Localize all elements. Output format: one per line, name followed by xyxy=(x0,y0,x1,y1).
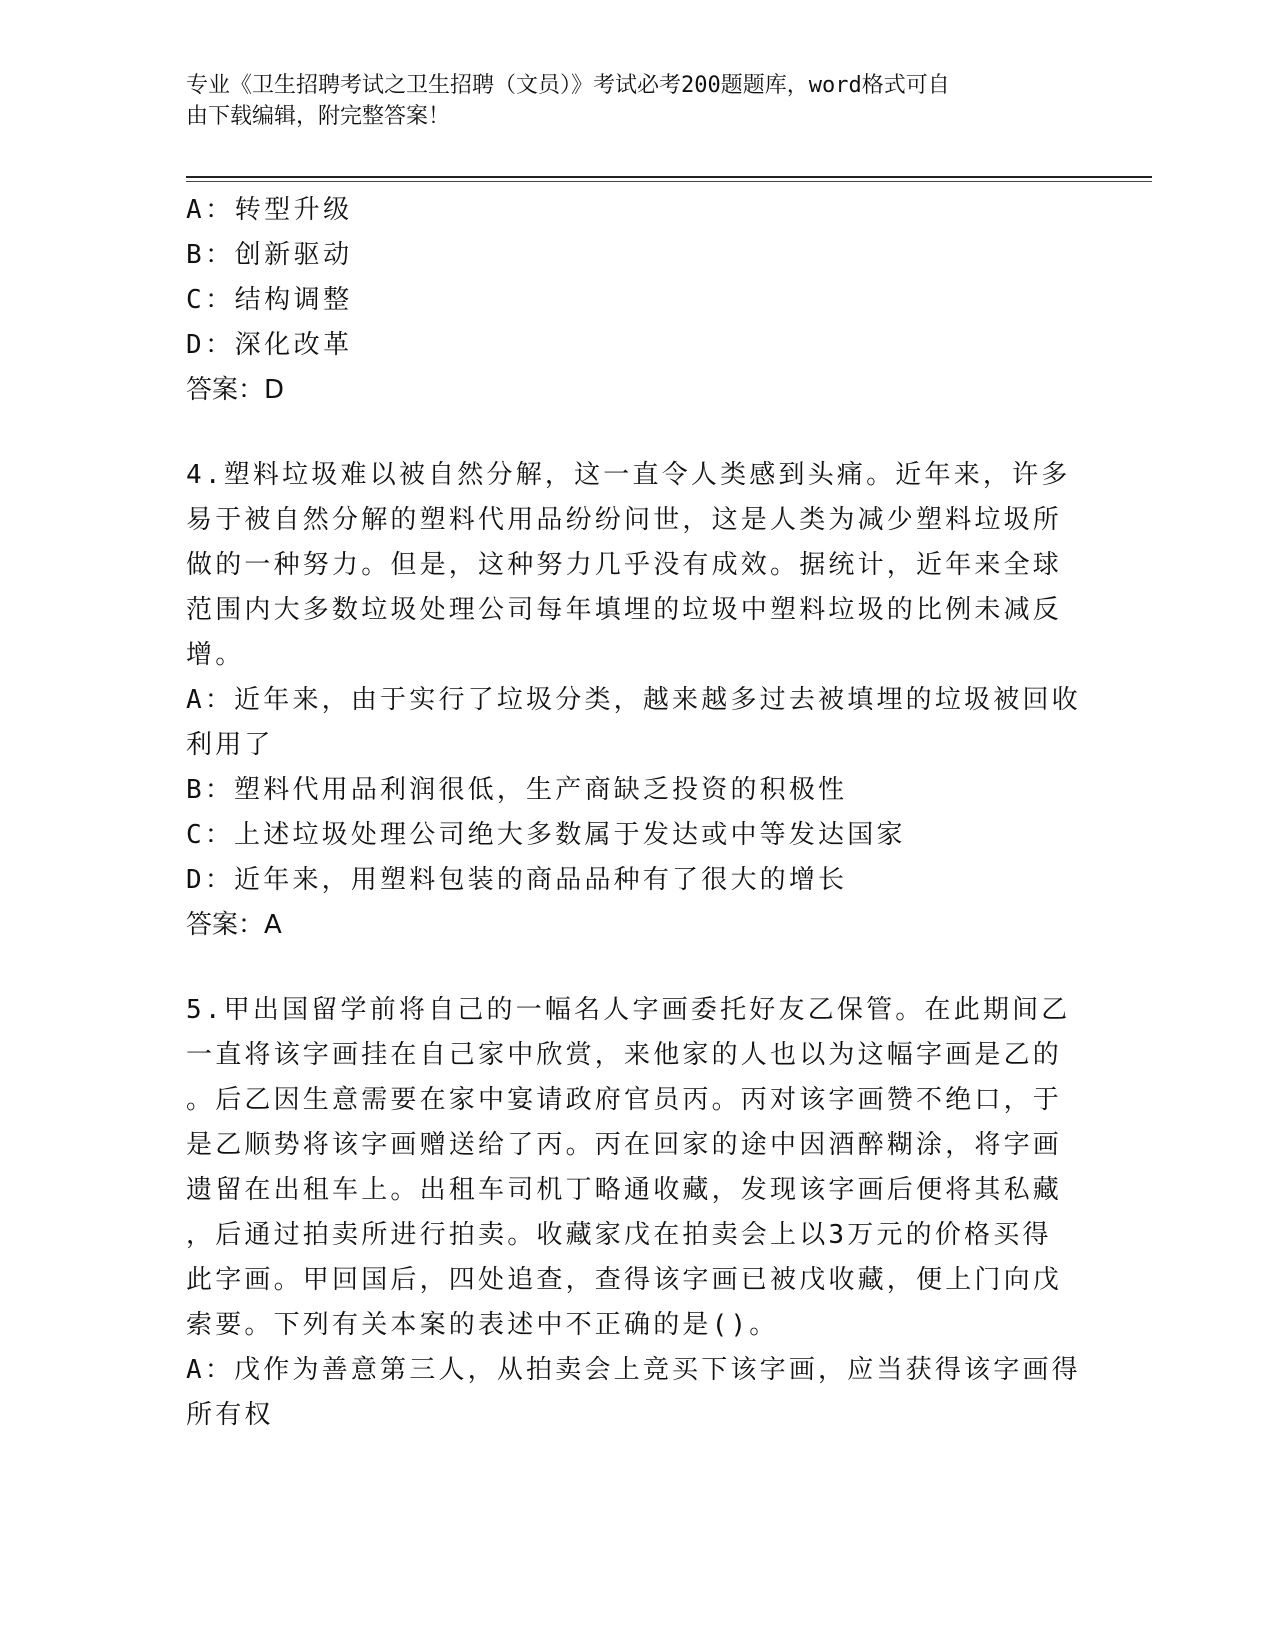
question-stem-line: 增。 xyxy=(186,640,245,670)
option-a: A：转型升级 xyxy=(186,195,353,225)
spacer xyxy=(186,413,1066,453)
question-stem-line: 。后乙因生意需要在家中宴请政府官员丙。丙对该字画赞不绝口，于 xyxy=(186,1085,1063,1115)
question-stem-line: 一直将该字画挂在自己家中欣赏，来他家的人也以为这幅字画是乙的 xyxy=(186,1040,1063,1070)
question-5 xyxy=(186,988,1081,1438)
question-stem-line: 4.塑料垃圾难以被自然分解，这一直令人类感到头痛。近年来，许多 xyxy=(186,460,1071,490)
header-divider-thin xyxy=(186,181,1152,182)
option-c: C：上述垃圾处理公司绝大多数属于发达或中等发达国家 xyxy=(186,820,906,850)
question-stem-line: 5.甲出国留学前将自己的一幅名人字画委托好友乙保管。在此期间乙 xyxy=(186,995,1071,1025)
answer-label: 答案：A xyxy=(186,910,282,940)
option-a: A：戊作为善意第三人，从拍卖会上竞买下该字画，应当获得该字画得 xyxy=(186,1355,1081,1385)
option-d: D：近年来，用塑料包装的商品品种有了很大的增长 xyxy=(186,865,848,895)
header-line-2: 由下载编辑，附完整答案！ xyxy=(186,104,451,129)
question-content xyxy=(186,188,1081,1438)
question-stem-line: 范围内大多数垃圾处理公司每年填埋的垃圾中塑料垃圾的比例未减反 xyxy=(186,595,1063,625)
header-divider-thick xyxy=(186,176,1152,178)
spacer xyxy=(186,948,1066,988)
option-a: A：近年来，由于实行了垃圾分类，越来越多过去被填埋的垃圾被回收 xyxy=(186,685,1081,715)
question-stem-line: ，后通过拍卖所进行拍卖。收藏家戊在拍卖会上以3万元的价格买得 xyxy=(186,1220,1052,1250)
header-line-1: 专业《卫生招聘考试之卫生招聘（文员）》考试必考200题题库，word格式可自 xyxy=(186,73,950,98)
question-stem-line: 是乙顺势将该字画赠送给了丙。丙在回家的途中因酒醉糊涂，将字画 xyxy=(186,1130,1063,1160)
question-stem-line: 此字画。甲回国后，四处追查，查得该字画已被戊收藏，便上门向戊 xyxy=(186,1265,1063,1295)
option-c: C：结构调整 xyxy=(186,285,353,315)
option-a-continued: 利用了 xyxy=(186,730,274,760)
document-header xyxy=(186,70,1066,132)
option-a-continued: 所有权 xyxy=(186,1400,274,1430)
question-stem-line: 易于被自然分解的塑料代用品纷纷问世，这是人类为减少塑料垃圾所 xyxy=(186,505,1063,535)
question-3-options xyxy=(186,188,1066,413)
option-d: D：深化改革 xyxy=(186,330,353,360)
question-4 xyxy=(186,453,1081,948)
option-b: B：创新驱动 xyxy=(186,240,353,270)
question-stem-line: 做的一种努力。但是，这种努力几乎没有成效。据统计，近年来全球 xyxy=(186,550,1063,580)
option-b: B：塑料代用品利润很低，生产商缺乏投资的积极性 xyxy=(186,775,848,805)
answer-label: 答案：D xyxy=(186,375,285,405)
question-stem-line: 索要。下列有关本案的表述中不正确的是()。 xyxy=(186,1310,779,1340)
question-stem-line: 遗留在出租车上。出租车司机丁略通收藏，发现该字画后便将其私藏 xyxy=(186,1175,1063,1205)
